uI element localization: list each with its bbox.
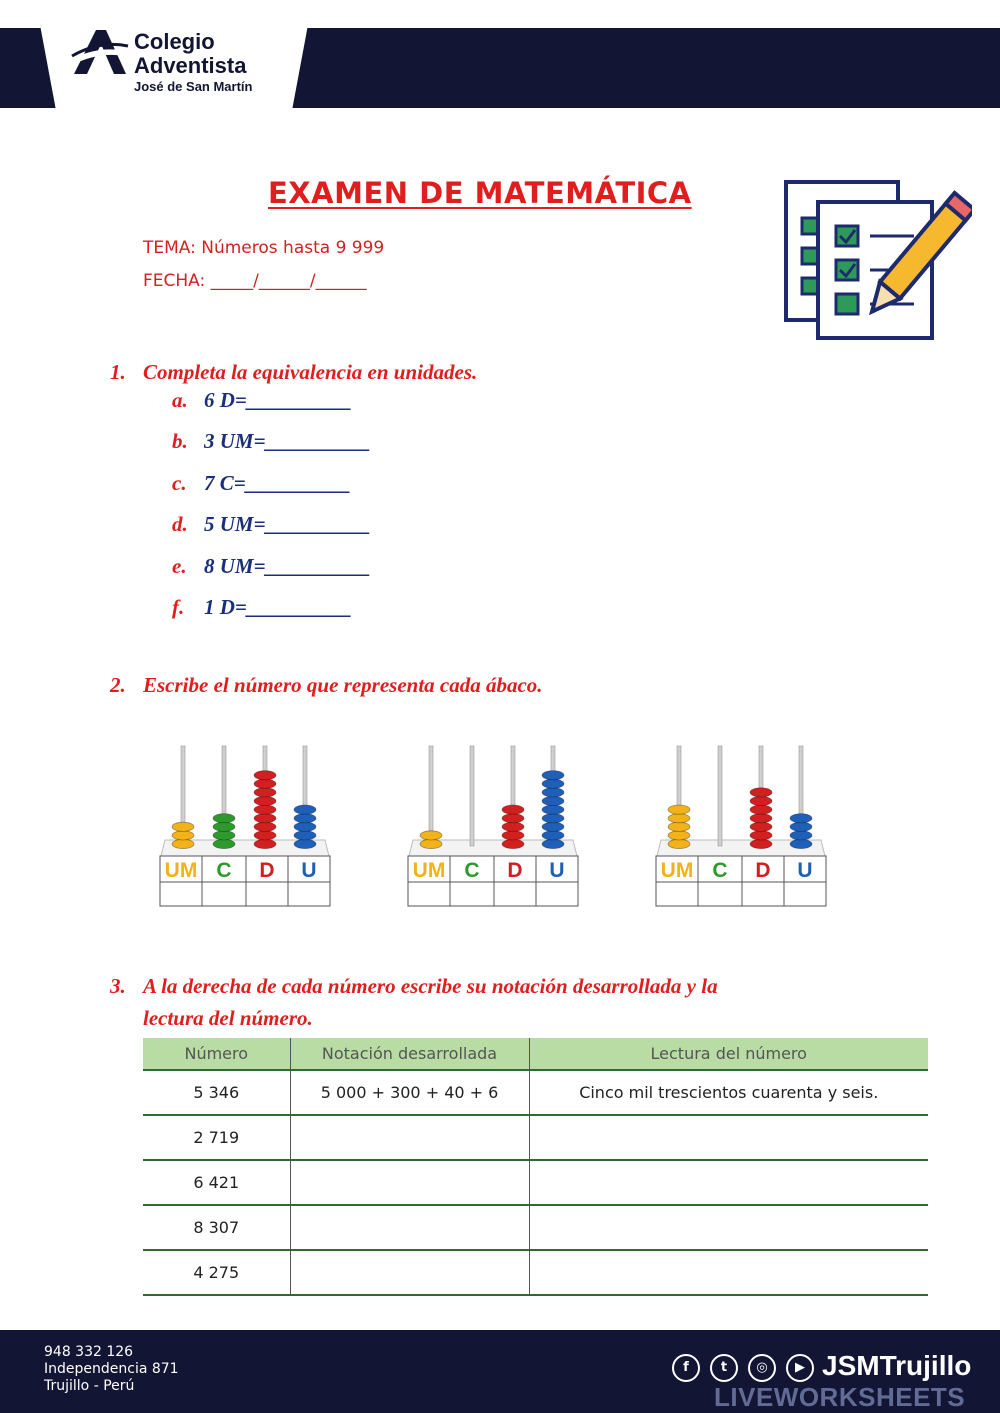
q1-item-text: 3 UM=__________: [204, 429, 371, 453]
abacus-place-label: D: [507, 859, 523, 882]
column-header-number: Número: [143, 1038, 290, 1070]
abacus-place-label: D: [259, 859, 275, 882]
abacus-bead-D: [750, 822, 772, 831]
abacus-answer-cell[interactable]: [450, 882, 494, 906]
abacus-answer-cell[interactable]: [246, 882, 288, 906]
abacus-bead-U: [542, 814, 564, 823]
abacus-bead-UM: [172, 831, 194, 840]
abacus-place-label: C: [712, 859, 728, 882]
q1-item-text: 5 UM=__________: [204, 512, 371, 536]
q1-item[interactable]: [172, 471, 351, 496]
logo-text-line2: Adventista: [134, 53, 247, 78]
cell-notation[interactable]: [290, 1115, 529, 1160]
cell-reading[interactable]: [529, 1160, 928, 1205]
abacus-place-label: UM: [164, 859, 198, 882]
abacus-rod-C: [470, 746, 474, 846]
abacus-answer-cell[interactable]: [408, 882, 450, 906]
q1-item-letter: f.: [172, 595, 185, 619]
abacus-bead-D: [254, 779, 276, 788]
table-row: [143, 1115, 928, 1160]
abacus-bead-D: [254, 822, 276, 831]
footer-city: Trujillo - Perú: [44, 1378, 135, 1394]
table-row: [143, 1250, 928, 1295]
abacus-bead-UM: [668, 805, 690, 814]
q2-prompt: Escribe el número que representa cada ábaco.: [143, 673, 543, 697]
q1-number: 1.: [110, 360, 126, 384]
q1-prompt: Completa la equivalencia en unidades.: [143, 360, 478, 384]
abacus-bead-C: [213, 814, 235, 823]
abacus-bead-U: [542, 831, 564, 840]
abacus-bead-D: [502, 814, 524, 823]
cell-number: 5 346: [143, 1070, 290, 1115]
abacus-bead-C: [213, 831, 235, 840]
column-header-reading: Lectura del número: [529, 1038, 928, 1070]
q2-number: 2.: [110, 673, 126, 697]
q1-item[interactable]: [172, 554, 371, 579]
abacus-answer-cell[interactable]: [494, 882, 536, 906]
liveworksheets-watermark: LIVEWORKSHEETS: [714, 1382, 966, 1412]
abacus-bead-U: [294, 822, 316, 831]
cell-number: 8 307: [143, 1205, 290, 1250]
abacus-bead-U: [294, 831, 316, 840]
cell-reading[interactable]: Cinco mil trescientos cuarenta y seis.: [529, 1070, 928, 1115]
abacus-place-label: U: [549, 859, 565, 882]
exam-date-field[interactable]: FECHA: _____/______/______: [143, 271, 367, 291]
q1-item-text: 1 D=__________: [204, 595, 352, 619]
social-handle: JSMTrujillo: [822, 1350, 972, 1381]
abacus-2: [407, 740, 579, 912]
youtube-icon[interactable]: ▶: [786, 1354, 814, 1382]
facebook-icon[interactable]: f: [672, 1354, 700, 1382]
cell-notation[interactable]: [290, 1160, 529, 1205]
abacus-bead-U: [542, 771, 564, 780]
abacus-bead-D: [254, 839, 276, 848]
abacus-bead-U: [790, 839, 812, 848]
abacus-bead-D: [254, 831, 276, 840]
checklist-pencil-icon: [782, 178, 972, 343]
abacus-bead-C: [213, 822, 235, 831]
abacus-bead-D: [750, 831, 772, 840]
abacus-bead-D: [502, 805, 524, 814]
abacus-bead-C: [213, 839, 235, 848]
column-header-notation: Notación desarrollada: [290, 1038, 529, 1070]
abacus-bead-D: [254, 796, 276, 805]
abacus-bead-UM: [668, 831, 690, 840]
abacus-bead-UM: [668, 839, 690, 848]
abacus-bead-U: [542, 805, 564, 814]
abacus-bead-U: [542, 822, 564, 831]
cell-notation[interactable]: 5 000 + 300 + 40 + 6: [290, 1070, 529, 1115]
abacus-bead-D: [750, 788, 772, 797]
abacus-bead-D: [502, 831, 524, 840]
q3-prompt-line1: A la derecha de cada número escribe su notación desarrollada y la: [143, 974, 718, 998]
q1-item[interactable]: [172, 429, 371, 454]
table-row: [143, 1070, 928, 1115]
logo-text-line1: Colegio: [134, 29, 215, 54]
abacus-bead-U: [542, 779, 564, 788]
abacus-place-label: UM: [660, 859, 694, 882]
instagram-icon[interactable]: ◎: [748, 1354, 776, 1382]
cell-reading[interactable]: [529, 1250, 928, 1295]
abacus-bead-D: [750, 796, 772, 805]
cell-reading[interactable]: [529, 1115, 928, 1160]
abacus-place-label: C: [464, 859, 480, 882]
q1-item-letter: a.: [172, 388, 188, 412]
q1-item-text: 7 C=__________: [204, 471, 351, 495]
abacus-bead-U: [542, 796, 564, 805]
q3-prompt-line2: lectura del número.: [143, 1006, 313, 1030]
q1-item-text: 8 UM=__________: [204, 554, 371, 578]
abacus-bead-D: [254, 814, 276, 823]
abacus-1: [159, 740, 331, 912]
abacus-place-label: UM: [412, 859, 446, 882]
abacus-rod-C: [718, 746, 722, 846]
abacus-answer-cell[interactable]: [288, 882, 330, 906]
abacus-bead-D: [750, 839, 772, 848]
table-row: [143, 1160, 928, 1205]
abacus-3: [655, 740, 827, 912]
cell-number: 6 421: [143, 1160, 290, 1205]
abacus-bead-U: [790, 814, 812, 823]
q1-item-letter: b.: [172, 429, 188, 453]
abacus-place-label: U: [797, 859, 813, 882]
abacus-bead-UM: [668, 822, 690, 831]
abacus-bead-D: [254, 805, 276, 814]
notation-table: [143, 1038, 928, 1296]
cell-notation[interactable]: [290, 1250, 529, 1295]
abacus-place-label: C: [216, 859, 232, 882]
abacus-bead-D: [254, 771, 276, 780]
cell-notation[interactable]: [290, 1205, 529, 1250]
abacus-answer-cell[interactable]: [656, 882, 698, 906]
exam-topic: TEMA: Números hasta 9 999: [143, 238, 385, 258]
abacus-bead-U: [790, 831, 812, 840]
abacus-bead-UM: [420, 839, 442, 848]
q1-item-text: 6 D=__________: [204, 388, 352, 412]
abacus-bead-UM: [172, 839, 194, 848]
q1-item[interactable]: [172, 388, 352, 413]
abacus-bead-D: [750, 814, 772, 823]
school-logo-icon: [70, 26, 130, 78]
abacus-answer-cell[interactable]: [784, 882, 826, 906]
abacus-bead-U: [790, 822, 812, 831]
abacus-bead-D: [254, 788, 276, 797]
q1-item-letter: e.: [172, 554, 187, 578]
abacus-bead-U: [542, 788, 564, 797]
abacus-place-label: D: [755, 859, 771, 882]
q1-item-letter: d.: [172, 512, 188, 536]
q1-item-letter: c.: [172, 471, 187, 495]
exam-title: EXAMEN DE MATEMÁTICA: [268, 176, 692, 210]
abacus-place-label: U: [301, 859, 317, 882]
twitter-icon[interactable]: t: [710, 1354, 738, 1382]
footer-address: Independencia 871: [44, 1361, 179, 1377]
abacus-bead-U: [294, 814, 316, 823]
q3-number: 3.: [110, 974, 126, 998]
cell-number: 4 275: [143, 1250, 290, 1295]
abacus-answer-cell[interactable]: [160, 882, 202, 906]
abacus-bead-U: [294, 839, 316, 848]
abacus-bead-UM: [172, 822, 194, 831]
abacus-bead-D: [502, 822, 524, 831]
abacus-bead-UM: [668, 814, 690, 823]
abacus-bead-D: [750, 805, 772, 814]
logo-text-line3: José de San Martín: [134, 79, 253, 94]
abacus-bead-D: [502, 839, 524, 848]
abacus-answer-cell[interactable]: [536, 882, 578, 906]
abacus-bead-U: [542, 839, 564, 848]
abacus-bead-U: [294, 805, 316, 814]
table-row: [143, 1205, 928, 1250]
footer-phone: 948 332 126: [44, 1344, 134, 1360]
q1-item[interactable]: [172, 595, 352, 620]
cell-number: 2 719: [143, 1115, 290, 1160]
abacus-answer-cell[interactable]: [202, 882, 246, 906]
q1-item[interactable]: [172, 512, 371, 537]
abacus-answer-cell[interactable]: [698, 882, 742, 906]
abacus-bead-UM: [420, 831, 442, 840]
cell-reading[interactable]: [529, 1205, 928, 1250]
abacus-answer-cell[interactable]: [742, 882, 784, 906]
